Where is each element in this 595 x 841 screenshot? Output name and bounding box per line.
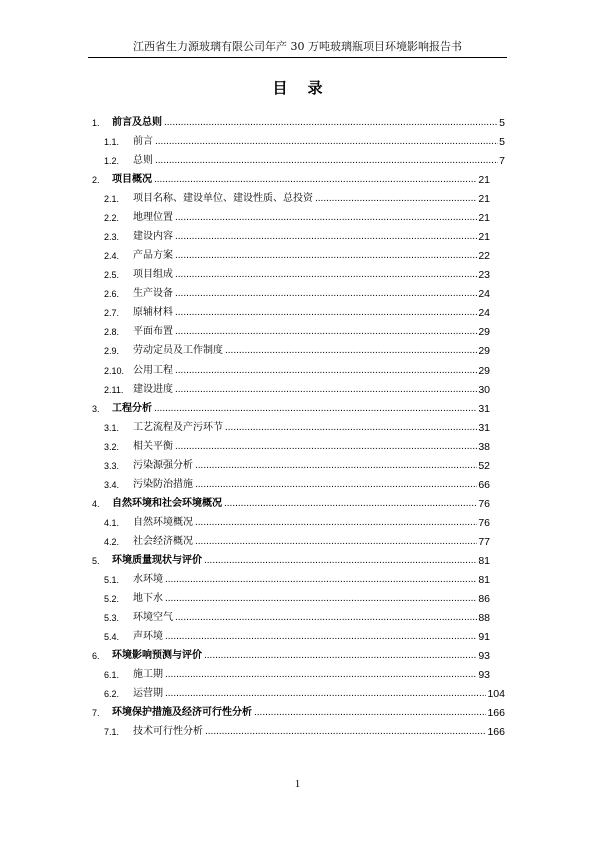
toc-entry-number: 3.2.	[104, 441, 120, 452]
toc-section-entry[interactable]	[0, 552, 595, 568]
toc-subsection-entry[interactable]	[0, 285, 595, 301]
toc-entry-number: 1.	[92, 118, 100, 128]
toc-dot-leader	[175, 269, 477, 281]
document-header: 江西省生力源玻璃有限公司年产 30 万吨玻璃瓶项目环境影响报告书	[133, 40, 462, 53]
toc-subsection-entry[interactable]	[0, 419, 595, 435]
toc-entry-number: 2.5.	[104, 270, 120, 281]
toc-subsection-entry[interactable]	[0, 362, 595, 378]
toc-entry-label: 项目概况	[112, 174, 152, 186]
toc-entry-page: 21	[478, 231, 490, 244]
toc-dot-leader	[175, 212, 477, 224]
toc-entry-page: 21	[478, 193, 490, 206]
toc-subsection-entry[interactable]	[0, 628, 595, 644]
toc-entry-label: 建设内容	[133, 231, 173, 243]
toc-entry-page: 31	[478, 402, 490, 415]
toc-subsection-entry[interactable]	[0, 190, 595, 206]
toc-dot-leader	[165, 688, 486, 700]
toc-entry-label: 原辅材料	[133, 307, 173, 319]
toc-entry-page: 77	[478, 535, 490, 548]
toc-entry-number: 5.4.	[104, 632, 120, 643]
toc-section-entry[interactable]	[0, 171, 595, 187]
toc-dot-leader	[225, 422, 477, 434]
toc-dot-leader	[195, 460, 477, 472]
toc-entry-page: 104	[487, 688, 505, 701]
toc-entry-page: 21	[478, 174, 490, 187]
toc-entry-page: 5	[499, 117, 505, 129]
toc-entry-number: 1.2.	[104, 156, 120, 167]
toc-entry-page: 166	[487, 707, 505, 720]
toc-title	[0, 79, 595, 97]
toc-dot-leader	[154, 174, 477, 186]
toc-entry-label: 自然环境和社会环境概况	[112, 497, 222, 509]
toc-entry-label: 水环境	[133, 573, 163, 585]
header-divider	[88, 57, 507, 58]
toc-entry-label: 技术可行性分析	[133, 726, 203, 738]
toc-entry-number: 5.3.	[104, 613, 120, 624]
page-number: 1	[294, 778, 301, 790]
toc-entry-label: 生产设备	[133, 288, 173, 300]
toc-entry-label: 公用工程	[133, 364, 173, 376]
toc-entry-number: 7.1.	[104, 727, 120, 738]
toc-entry-page: 76	[478, 497, 490, 510]
toc-entry-page: 88	[478, 612, 490, 625]
toc-entry-number: 4.1.	[104, 517, 120, 528]
toc-section-entry[interactable]	[0, 704, 595, 720]
toc-subsection-entry[interactable]	[0, 247, 595, 263]
toc-entry-label: 劳动定员及工作制度	[133, 345, 223, 357]
toc-entry-number: 2.6.	[104, 289, 120, 300]
toc-entry-page: 21	[478, 212, 490, 225]
toc-entry-label: 地下水	[133, 593, 163, 604]
toc-entry-label: 工程分析	[112, 402, 152, 414]
toc-entry-page: 29	[478, 364, 490, 377]
toc-entry-label: 社会经济概况	[133, 535, 193, 547]
toc-entry-page: 30	[478, 383, 490, 396]
toc-entry-number: 2.4.	[104, 251, 120, 262]
toc-entry-number: 2.7.	[104, 308, 120, 319]
toc-entry-label: 污染防治措施	[133, 478, 193, 490]
toc-subsection-entry[interactable]	[0, 666, 595, 682]
toc-dot-leader	[315, 193, 477, 205]
toc-dot-leader	[225, 345, 477, 357]
toc-entry-number: 3.3.	[104, 460, 120, 471]
toc-entry-number: 7.	[92, 708, 100, 719]
toc-entry-number: 1.1.	[104, 137, 120, 148]
toc-dot-leader	[195, 536, 477, 548]
toc-entry-page: 76	[478, 516, 490, 529]
toc-subsection-entry[interactable]	[0, 152, 595, 168]
toc-subsection-entry[interactable]	[0, 514, 595, 530]
toc-entry-page: 93	[478, 650, 490, 663]
toc-entry-label: 项目组成	[133, 269, 173, 281]
toc-entry-label: 建设进度	[133, 383, 173, 395]
toc-entry-page: 66	[478, 478, 490, 491]
toc-entry-number: 2.9.	[104, 346, 120, 357]
toc-dot-leader	[154, 403, 477, 415]
toc-entry-label: 总则	[133, 155, 153, 167]
toc-entry-page: 93	[478, 669, 490, 682]
toc-entry-label: 施工期	[133, 669, 163, 681]
toc-dot-leader	[224, 498, 477, 510]
toc-entry-page: 24	[478, 307, 490, 320]
toc-entry-label: 项目名称、建设单位、建设性质、总投资	[133, 193, 313, 205]
toc-entry-number: 6.1.	[104, 670, 120, 681]
toc-dot-leader	[195, 479, 477, 491]
toc-dot-leader	[204, 650, 477, 662]
toc-entry-page: 22	[478, 250, 490, 263]
toc-dot-leader	[175, 250, 477, 262]
toc-entry-page: 31	[478, 421, 490, 434]
toc-subsection-entry[interactable]	[0, 133, 595, 149]
toc-entry-page: 86	[478, 593, 490, 605]
toc-subsection-entry[interactable]	[0, 209, 595, 225]
toc-entry-number: 2.11.	[104, 384, 124, 395]
toc-entry-label: 前言及总则	[112, 117, 162, 128]
toc-entry-number: 5.2.	[104, 594, 120, 604]
toc-entry-label: 声环境	[133, 631, 163, 643]
toc-subsection-entry[interactable]	[0, 590, 595, 606]
toc-dot-leader	[254, 707, 486, 719]
toc-subsection-entry[interactable]	[0, 342, 595, 358]
toc-subsection-entry[interactable]	[0, 685, 595, 701]
toc-dot-leader	[165, 631, 477, 643]
toc-entry-number: 2.8.	[104, 327, 120, 338]
toc-subsection-entry[interactable]	[0, 533, 595, 549]
toc-dot-leader	[204, 555, 477, 567]
toc-entry-page: 38	[478, 440, 490, 453]
toc-dot-leader	[155, 136, 498, 148]
toc-dot-leader	[205, 726, 486, 738]
toc-dot-leader	[175, 288, 477, 300]
toc-subsection-entry[interactable]	[0, 609, 595, 625]
toc-dot-leader	[175, 612, 477, 624]
toc-entry-page: 29	[478, 326, 490, 339]
toc-subsection-entry[interactable]	[0, 476, 595, 492]
toc-entry-number: 3.1.	[104, 422, 120, 433]
toc-dot-leader	[175, 384, 477, 396]
toc-dot-leader	[175, 365, 477, 377]
toc-dot-leader	[165, 574, 477, 586]
toc-entry-number: 5.1.	[104, 574, 120, 585]
toc-entry-page: 5	[499, 136, 505, 149]
toc-entry-label: 地理位置	[133, 212, 173, 224]
toc-entry-label: 前言	[133, 136, 153, 148]
toc-dot-leader	[165, 669, 477, 681]
toc-dot-leader	[195, 517, 477, 529]
toc-subsection-entry[interactable]	[0, 381, 595, 397]
toc-entry-page: 29	[478, 345, 490, 358]
toc-entry-label: 自然环境概况	[133, 516, 193, 528]
toc-entry-page: 91	[478, 631, 490, 644]
toc-entry-number: 2.1.	[104, 194, 120, 205]
toc-entry-label: 污染源强分析	[133, 459, 193, 471]
toc-subsection-entry[interactable]	[0, 323, 595, 339]
toc-dot-leader	[175, 231, 477, 243]
toc-entry-label: 工艺流程及产污环节	[133, 421, 223, 433]
toc-section-entry[interactable]	[0, 495, 595, 511]
toc-entry-number: 6.2.	[104, 689, 120, 700]
toc-dot-leader	[175, 326, 477, 338]
toc-dot-leader	[165, 593, 477, 605]
toc-entry-page: 7	[499, 155, 505, 168]
toc-entry-label: 环境空气	[133, 612, 173, 624]
toc-entry-label: 相关平衡	[133, 440, 173, 452]
toc-subsection-entry[interactable]	[0, 723, 595, 739]
toc-subsection-entry[interactable]	[0, 438, 595, 454]
toc-dot-leader	[164, 117, 498, 129]
toc-entry-number: 4.2.	[104, 536, 120, 547]
toc-entry-page: 52	[478, 459, 490, 472]
toc-dot-leader	[155, 155, 498, 167]
toc-entry-number: 6.	[92, 651, 100, 662]
toc-entry-number: 2.3.	[104, 232, 120, 243]
toc-subsection-entry[interactable]	[0, 266, 595, 282]
toc-subsection-entry[interactable]	[0, 457, 595, 473]
toc-title-char-2: 录	[307, 79, 323, 97]
toc-section-entry[interactable]	[0, 647, 595, 663]
toc-title-char-1: 目	[272, 79, 288, 97]
toc-section-entry[interactable]	[0, 114, 595, 130]
toc-dot-leader	[175, 307, 477, 319]
toc-entry-number: 3.4.	[104, 479, 120, 490]
toc-subsection-entry[interactable]	[0, 304, 595, 320]
toc-subsection-entry[interactable]	[0, 571, 595, 587]
toc-entry-page: 81	[478, 554, 490, 567]
toc-entry-label: 产品方案	[133, 250, 173, 262]
toc-section-entry[interactable]	[0, 400, 595, 416]
toc-entry-number: 3.	[92, 403, 100, 414]
toc-dot-leader	[175, 441, 477, 453]
toc-entry-label: 环境影响预测与评价	[112, 650, 202, 662]
toc-subsection-entry[interactable]	[0, 228, 595, 244]
toc-entry-label: 运营期	[133, 688, 163, 700]
toc-entry-page: 166	[487, 726, 505, 739]
toc-entry-page: 23	[478, 269, 490, 282]
toc-entry-number: 2.2.	[104, 213, 120, 224]
toc-entry-label: 环境质量现状与评价	[112, 554, 202, 566]
toc-entry-number: 4.	[92, 498, 100, 509]
toc-entry-label: 平面布置	[133, 326, 173, 338]
toc-entry-page: 81	[478, 573, 490, 586]
toc-entry-page: 24	[478, 288, 490, 301]
toc-entry-number: 2.10.	[104, 365, 125, 376]
toc-entry-number: 2.	[92, 175, 100, 186]
toc-entry-number: 5.	[92, 555, 100, 566]
toc-entry-label: 环境保护措施及经济可行性分析	[112, 707, 252, 719]
